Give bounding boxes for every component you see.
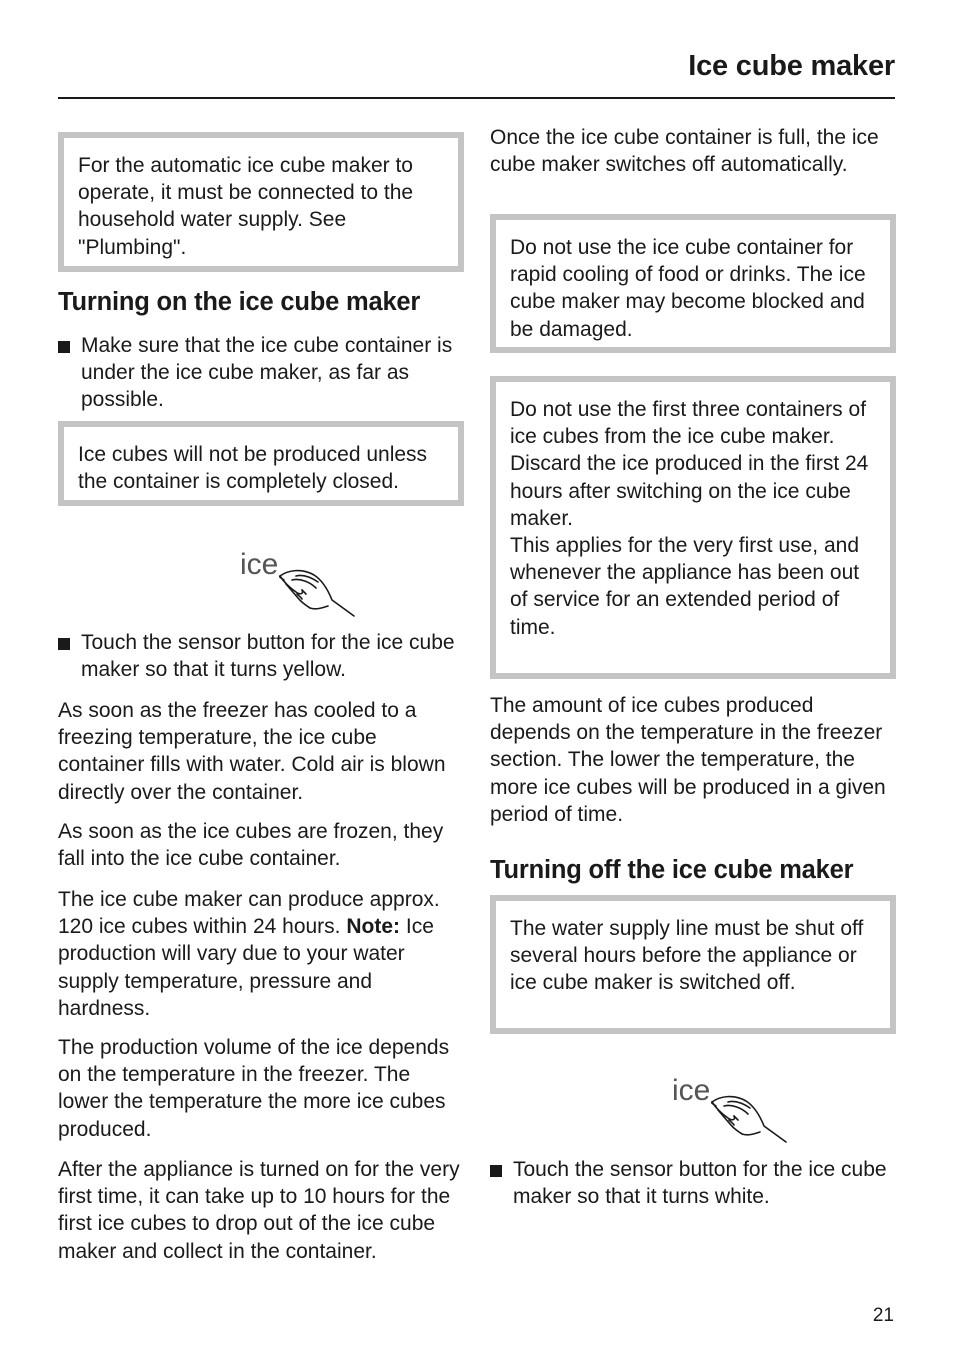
touch-on-bullet [58,629,464,683]
container-bullet-text: Make sure that the ice cube container is under the ice cube maker, as far as possible. [81,334,453,412]
amount-paragraph: The amount of ice cubes produced depends on the temperature in the freezer section. The lower the temperature, the more ice cubes will be produced in a given period of time. [490,694,886,826]
ice-sensor-label: ice [240,548,279,581]
plumbing-note-text: For the automatic ice cube maker to operate, it must be connected to the household water supply. See "Plumbing". [78,154,414,259]
first-containers-note-line-3: This applies for the very first use, and whenever the appliance has been out of service for an extended period of time. [510,534,860,639]
header-rule [58,97,895,99]
page-number: 21 [872,1305,894,1326]
volume-paragraph: The production volume of the ice depends on the temperature in the freezer. The lower the temperature the more ice cubes produced. [58,1036,450,1141]
first-containers-note-box [490,376,896,679]
supply-line-note-text: The water supply line must be shut off several hours before the appliance or ice cube maker is switched off. [510,917,864,995]
produce-paragraph [58,886,464,1022]
produce-text: The ice cube maker can produce approx. 120 ice cubes within 24 hours. [58,888,440,939]
touch-on-bullet-list [58,629,464,683]
turning-on-heading: Turning on the ice cube maker [58,288,421,316]
closed-note-text: Ice cubes will not be produced unless the container is completely closed. [78,443,428,494]
finger-touch-icon [240,548,365,620]
first-containers-note-line-1: Do not use the first three containers of ice cubes from the ice cube maker. [510,398,867,449]
touch-off-bullet-list [490,1156,896,1210]
touch-off-bullet-text: Touch the sensor button for the ice cube maker so that it turns white. [513,1158,887,1209]
cooled-paragraph: As soon as the freezer has cooled to a freezing temperature, the ice cube container fills with water. Cold air is blown directly over the container. [58,699,446,804]
closed-note-box [58,421,464,506]
note-label: Note: [346,915,401,939]
touch-off-bullet [490,1156,896,1210]
first-time-paragraph: After the appliance is turned on for the very first time, it can take up to 10 hours for the first ice cubes to drop out of the ice cube maker and collect in the container. [58,1158,460,1263]
plumbing-note-box [58,132,464,272]
turning-off-heading: Turning off the ice cube maker [490,856,854,884]
page-title: Ice cube maker [688,50,895,82]
finger-touch-icon [672,1074,797,1146]
ice-sensor-button-off[interactable] [672,1074,797,1146]
rapid-cooling-note-text: Do not use the ice cube container for rapid cooling of food or drinks. The ice cube maker may become blocked and be damaged. [510,236,866,341]
first-containers-note-line-2: Discard the ice produced in the first 24 hours after switching on the ice cube maker. [510,452,869,530]
container-bullet [58,332,464,414]
container-bullet-list [58,332,464,414]
ice-sensor-label: ice [672,1074,711,1107]
full-paragraph: Once the ice cube container is full, the ice cube maker switches off automatically. [490,126,879,177]
bullet-square-icon [58,638,70,650]
note-text: Ice production will vary due to your water supply temperature, pressure and hardness. [58,915,434,1020]
bullet-square-icon [58,341,70,353]
frozen-paragraph: As soon as the ice cubes are frozen, they fall into the ice cube container. [58,820,444,871]
supply-line-note-box [490,895,896,1034]
bullet-square-icon [490,1165,502,1177]
touch-on-bullet-text: Touch the sensor button for the ice cube maker so that it turns yellow. [81,631,455,682]
rapid-cooling-note-box [490,214,896,353]
ice-sensor-button-on[interactable] [240,548,365,620]
